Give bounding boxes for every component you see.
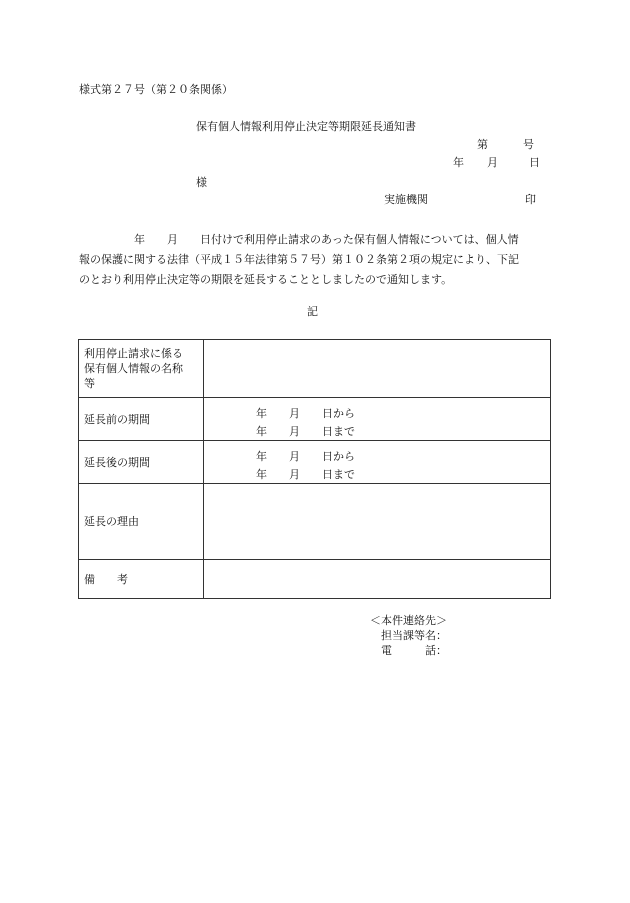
form-number: 様式第２７号（第２０条関係） bbox=[79, 83, 233, 96]
remarks-label: 備 考 bbox=[79, 560, 204, 599]
reason-value bbox=[204, 484, 551, 560]
info-name-label-line2: 保有個人情報の名称 bbox=[84, 362, 183, 375]
number-suffix: 号 bbox=[523, 138, 534, 151]
after-period-value bbox=[204, 441, 551, 484]
ki-heading: 記 bbox=[307, 305, 318, 318]
info-name-label-line1: 利用停止請求に係る bbox=[84, 347, 183, 360]
after-period-to: 年 月 日まで bbox=[256, 468, 355, 481]
contact-phone: 電 話： bbox=[381, 644, 447, 657]
remarks-value bbox=[204, 560, 551, 599]
table-row-after-period bbox=[79, 441, 551, 484]
body-line-3: のとおり利用停止決定等の期限を延長することとしましたので通知します。 bbox=[79, 273, 453, 286]
document-number-line bbox=[477, 139, 534, 150]
date-day: 日 bbox=[529, 156, 540, 169]
recipient-honorific: 様 bbox=[196, 176, 207, 189]
document-title: 保有個人情報利用停止決定等期限延長通知書 bbox=[196, 120, 416, 133]
agency-line bbox=[384, 194, 536, 205]
after-period-label: 延長後の期間 bbox=[79, 441, 204, 484]
before-period-label: 延長前の期間 bbox=[79, 398, 204, 441]
table-row-reason bbox=[79, 484, 551, 560]
extension-details-table bbox=[78, 339, 551, 599]
info-name-label-line3: 等 bbox=[84, 377, 95, 390]
after-period-from: 年 月 日から bbox=[256, 450, 355, 463]
info-name-value bbox=[204, 340, 551, 398]
contact-heading: ＜本件連絡先＞ bbox=[370, 614, 447, 627]
number-prefix: 第 bbox=[477, 138, 488, 151]
before-period-to: 年 月 日まで bbox=[256, 425, 355, 438]
seal-mark: 印 bbox=[525, 193, 536, 206]
table-row-remarks bbox=[79, 560, 551, 599]
table-row-before-period bbox=[79, 398, 551, 441]
body-line-1: 年 月 日付けで利用停止請求のあった保有個人情報については、個人情 bbox=[79, 233, 519, 246]
before-period-value bbox=[204, 398, 551, 441]
notice-body bbox=[79, 230, 554, 290]
date-month: 月 bbox=[487, 156, 498, 169]
table-row-info-name bbox=[79, 340, 551, 398]
contact-block bbox=[370, 613, 447, 658]
contact-department: 担当課等名： bbox=[381, 629, 447, 642]
info-name-label bbox=[79, 340, 204, 398]
date-year: 年 bbox=[453, 156, 464, 169]
agency-label: 実施機関 bbox=[384, 193, 428, 206]
before-period-from: 年 月 日から bbox=[256, 407, 355, 420]
issue-date-line bbox=[453, 157, 540, 168]
body-line-2: 報の保護に関する法律（平成１５年法律第５７号）第１０２条第２項の規定により、下記 bbox=[79, 253, 519, 266]
reason-label: 延長の理由 bbox=[79, 484, 204, 560]
